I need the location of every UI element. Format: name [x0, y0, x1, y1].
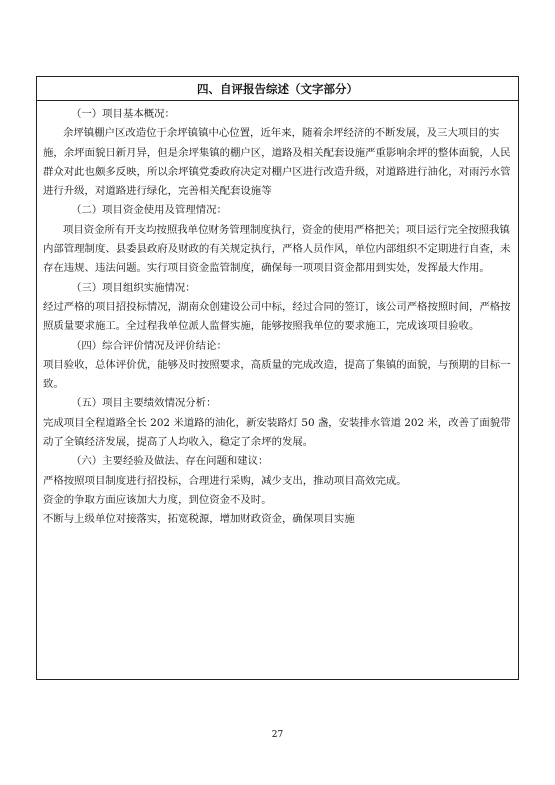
section-body-3 [43, 298, 513, 337]
paragraph: 余坪镇棚户区改造位于余坪镇镇中心位置，近年来，随着余坪经济的不断发展，及三大项目的实施，余坪面貌日新月异，但是余坪集镇的棚户区，道路及相关配套设施严重影响余坪的整体面貌，人民群众对此也颇多反映，所以余坪镇党委政府决定对棚户区进行改造升级，对道路进行油化，对雨污水管进行升级，对道路进行绿化，完善相关配套设施等 [43, 127, 511, 198]
section-title-3: （三）项目组织实施情况： [71, 281, 196, 294]
section-body-2 [43, 221, 513, 279]
paragraph: 完成项目全程道路全长 202 米道路的油化，新安装路灯 50 盏，安装排水管道 202 米，改善了面貌带动了全镇经济发展，提高了人均收入，稳定了余坪的发展。 [43, 416, 511, 449]
page-number: 27 [271, 730, 284, 740]
paragraph: 严格按照项目制度进行招投标，合理进行采购，减少支出，推动项目高效完成。 [43, 474, 407, 487]
section-title-1: （一）项目基本概况： [71, 108, 175, 120]
paragraph: 项目验收，总体评价优，能够及时按照要求，高质量的完成改造，提高了集镇的面貌，与预期的目标一致。 [43, 358, 511, 391]
section-title-5: （五）项目主要绩效情况分析： [71, 397, 217, 410]
section-title-6: （六）主要经验及做法、存在问题和建议： [71, 455, 269, 468]
paragraph: 资金的争取方面应该加大力度，到位资金不及时。 [43, 493, 272, 506]
paragraph: 不断与上级单位对接落实，拓宽税源，增加财政资金，确保项目实施 [43, 513, 355, 526]
section-body-1 [43, 124, 513, 201]
report-table [36, 76, 519, 680]
paragraph: 项目资金所有开支均按照我单位财务管理制度执行，资金的使用严格把关；项目运行完全按照我镇内部管理制度、县委县政府及财政的有关规定执行，严格人员作风，单位内部组织不定期进行自查，未存在违规、违法问题。实行项目资金监管制度，确保每一项项目资金都用到实处，发挥最大作用。 [43, 223, 511, 275]
section-heading: 四、自评报告综述（文字部分） [37, 77, 518, 101]
report-content [43, 105, 513, 530]
paragraph: 经过严格的项目招投标情况，湖南众创建设公司中标，经过合同的签订，该公司严格按照时间，严格按照质量要求施工。全过程我单位派人监督实施，能够按照我单位的要求施工，完成该项目验收。 [43, 300, 511, 333]
section-body-5 [43, 414, 513, 453]
section-title-2: （二）项目资金使用及管理情况： [71, 204, 227, 217]
section-body-4 [43, 356, 513, 395]
section-body-6 [43, 472, 513, 530]
section-title-4: （四）综合评价情况及评价结论： [71, 339, 227, 352]
